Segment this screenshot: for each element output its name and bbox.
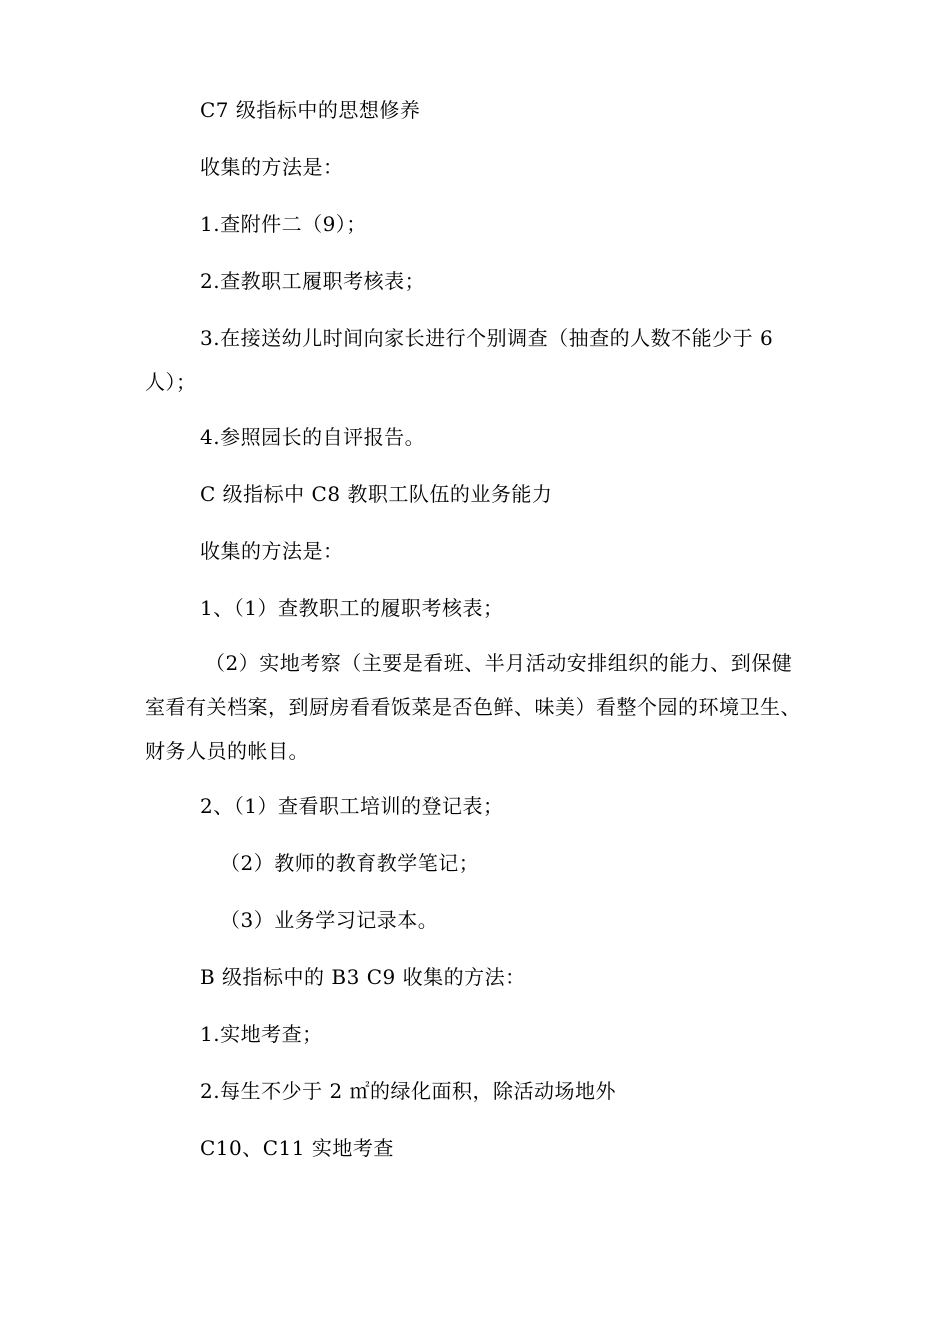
paragraph-b3-item-1: 1.实地考查； <box>200 1022 323 1046</box>
paragraph-section-2-item-1: 2、（1）查看职工培训的登记表； <box>200 794 504 818</box>
paragraph-section-2-item-2: （2）教师的教育教学笔记； <box>220 851 480 875</box>
paragraph-item-3: 3.在接送幼儿时间向家长进行个别调查（抽查的人数不能少于 6 人）； <box>145 326 774 394</box>
paragraph-item-2: 2.查教职工履职考核表； <box>200 269 426 293</box>
paragraph-c10-c11: C10、C11 实地考查 <box>200 1136 394 1160</box>
paragraph-section-2-item-3: （3）业务学习记录本。 <box>220 908 439 932</box>
paragraph-item-4: 4.参照园长的自评报告。 <box>200 425 426 449</box>
paragraph-collection-method-2: 收集的方法是： <box>200 539 344 563</box>
paragraph-collection-method: 收集的方法是： <box>200 155 344 179</box>
paragraph-section-1-item-1: 1、（1）查教职工的履职考核表； <box>200 596 504 620</box>
paragraph-b3-heading: B 级指标中的 B3 C9 收集的方法： <box>200 965 526 989</box>
paragraph-section-1-item-2: （2）实地考察（主要是看班、半月活动安排组织的能力、到保健室看有关档案，到厨房看看饭菜是否色鲜、味美）看整个园的环境卫生、财务人员的帐目。 <box>145 651 801 763</box>
paragraph-c8-heading: C 级指标中 C8 教职工队伍的业务能力 <box>200 482 553 506</box>
paragraph-b3-item-2: 2.每生不少于 2 ㎡的绿化面积，除活动场地外 <box>200 1079 617 1103</box>
paragraph-c7-heading: C7 级指标中的思想修养 <box>200 98 421 122</box>
paragraph-item-1: 1.查附件二（9）； <box>200 212 367 236</box>
